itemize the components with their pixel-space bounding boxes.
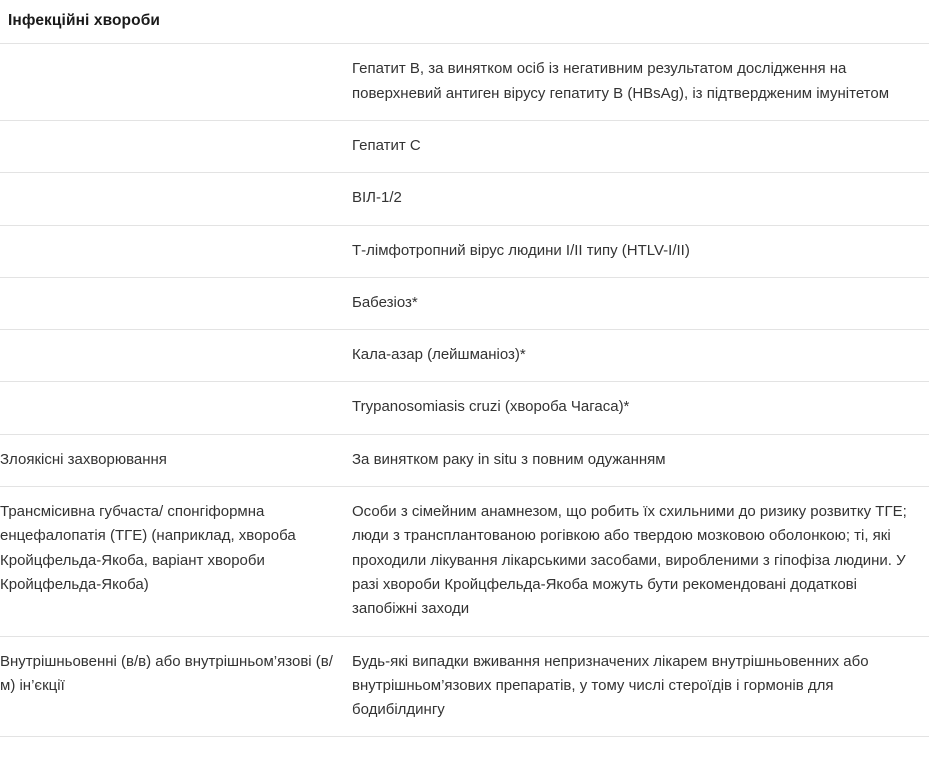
row-value-cell: ВІЛ-1/2 [352, 173, 929, 225]
table-row [0, 330, 929, 382]
table-row [0, 277, 929, 329]
table-row [0, 382, 929, 434]
table-row [0, 173, 929, 225]
row-value-cell: Будь-які випадки вживання непризначених лікарем внутрішньовенних або внутрішньом’язових препаратів, у тому числі стероїдів і гормонів для бодибілдингу [352, 636, 929, 737]
table-row [0, 225, 929, 277]
table-row [0, 487, 929, 636]
row-value-cell: Бабезіоз* [352, 277, 929, 329]
row-value-cell: Гепатит C [352, 120, 929, 172]
row-label-cell [0, 44, 352, 121]
row-label-cell [0, 225, 352, 277]
row-label-cell [0, 277, 352, 329]
row-label-cell: Злоякісні захворювання [0, 434, 352, 486]
row-label-cell: Внутрішньовенні (в/в) або внутрішньом’язові (в/м) ін’єкції [0, 636, 352, 737]
table-row [0, 434, 929, 486]
table-row [0, 120, 929, 172]
row-label-cell: Трансмісивна губчаста/ спонгіформна енцефалопатія (ТГЕ) (наприклад, хвороба Кройцфельда-Якоба, варіант хвороби Кройцфельда-Якоба) [0, 487, 352, 636]
row-label-cell [0, 173, 352, 225]
table-row [0, 636, 929, 737]
row-value-cell: Trypanosomiasis cruzi (хвороба Чагаса)* [352, 382, 929, 434]
row-value-cell: За винятком раку in situ з повним одужанням [352, 434, 929, 486]
row-value-cell: Гепатит B, за винятком осіб із негативним результатом дослідження на поверхневий антиген вірусу гепатиту B (HBsAg), із підтвердженим імунітетом [352, 44, 929, 121]
row-value-cell: Т-лімфотропний вірус людини I/II типу (HTLV-I/II) [352, 225, 929, 277]
row-label-cell [0, 330, 352, 382]
row-value-cell: Особи з сімейним анамнезом, що робить їх схильними до ризику розвитку ТГЕ; люди з трансплантованою рогівкою або твердою мозковою оболонкою; ті, які проходили лікування лікарськими засобами, виробленими з гіпофіза людини. У разі хвороби Кройцфельда-Якоба можуть бути рекомендовані додаткові запобіжні заходи [352, 487, 929, 636]
row-label-cell [0, 382, 352, 434]
row-label-cell [0, 120, 352, 172]
table-row [0, 44, 929, 121]
row-value-cell: Кала-азар (лейшманіоз)* [352, 330, 929, 382]
infectious-diseases-table [0, 43, 929, 737]
table-body [0, 44, 929, 737]
section-title: Інфекційні хвороби [8, 12, 160, 29]
